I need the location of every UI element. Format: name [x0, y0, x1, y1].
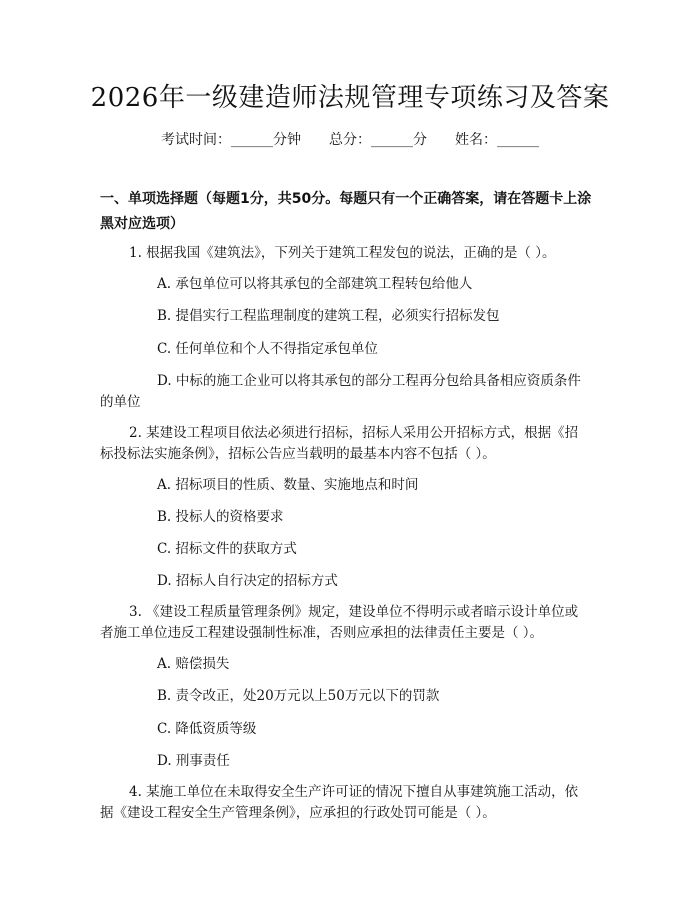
question-3-stem: 3. 《建设工程质量管理条例》规定，建设单位不得明示或者暗示设计单位或	[129, 604, 579, 620]
question-2-option-c: C. 招标文件的获取方式	[157, 541, 297, 557]
question-4-stem-continued: 据《建设工程安全生产管理条例》，应承担的行政处罚可能是（ ）。	[100, 805, 496, 821]
question-2-option-d: D. 招标人自行决定的招标方式	[157, 573, 338, 589]
exam-time-field: 考试时间：______分钟	[161, 132, 301, 148]
question-2-stem: 2. 某建设工程项目依法必须进行招标，招标人采用公开招标方式，根据《招	[129, 425, 579, 441]
question-1-option-a: A. 承包单位可以将其承包的全部建筑工程转包给他人	[157, 276, 473, 292]
name-field: 姓名：______	[455, 132, 539, 148]
question-3-option-c: C. 降低资质等级	[157, 721, 257, 737]
question-3-option-a: A. 赔偿损失	[157, 656, 230, 672]
question-3-option-d: D. 刑事责任	[157, 753, 230, 769]
total-score-field: 总分：______分	[329, 132, 427, 148]
question-1-option-d-continued: 的单位	[100, 394, 141, 410]
question-4-stem: 4. 某施工单位在未取得安全生产许可证的情况下擅自从事建筑施工活动，依	[129, 784, 579, 800]
document-title: 2026年一级建造师法规管理专项练习及答案	[90, 83, 610, 113]
question-1-option-b: B. 提倡实行工程监理制度的建筑工程，必须实行招标发包	[157, 308, 500, 324]
exam-info	[0, 129, 700, 151]
question-3-option-b: B. 责令改正，处20万元以上50万元以下的罚款	[157, 688, 440, 704]
question-3-stem-continued: 者施工单位违反工程建设强制性标准，否则应承担的法律责任主要是（ ）。	[100, 625, 544, 641]
question-1-stem: 1. 根据我国《建筑法》，下列关于建筑工程发包的说法，正确的是（ ）。	[129, 245, 556, 261]
question-2-option-b: B. 投标人的资格要求	[157, 509, 284, 525]
question-1-option-d: D. 中标的施工企业可以将其承包的部分工程再分包给具备相应资质条件	[157, 373, 581, 389]
question-1-option-c: C. 任何单位和个人不得指定承包单位	[157, 341, 378, 357]
question-2-stem-continued: 标投标法实施条例》，招标公告应当载明的最基本内容不包括（ ）。	[100, 446, 496, 462]
question-2-option-a: A. 招标项目的性质、数量、实施地点和时间	[157, 477, 419, 493]
section-heading: 一、单项选择题（每题1分，共50分。每题只有一个正确答案，请在答题卡上涂黑对应选项）	[100, 191, 592, 232]
